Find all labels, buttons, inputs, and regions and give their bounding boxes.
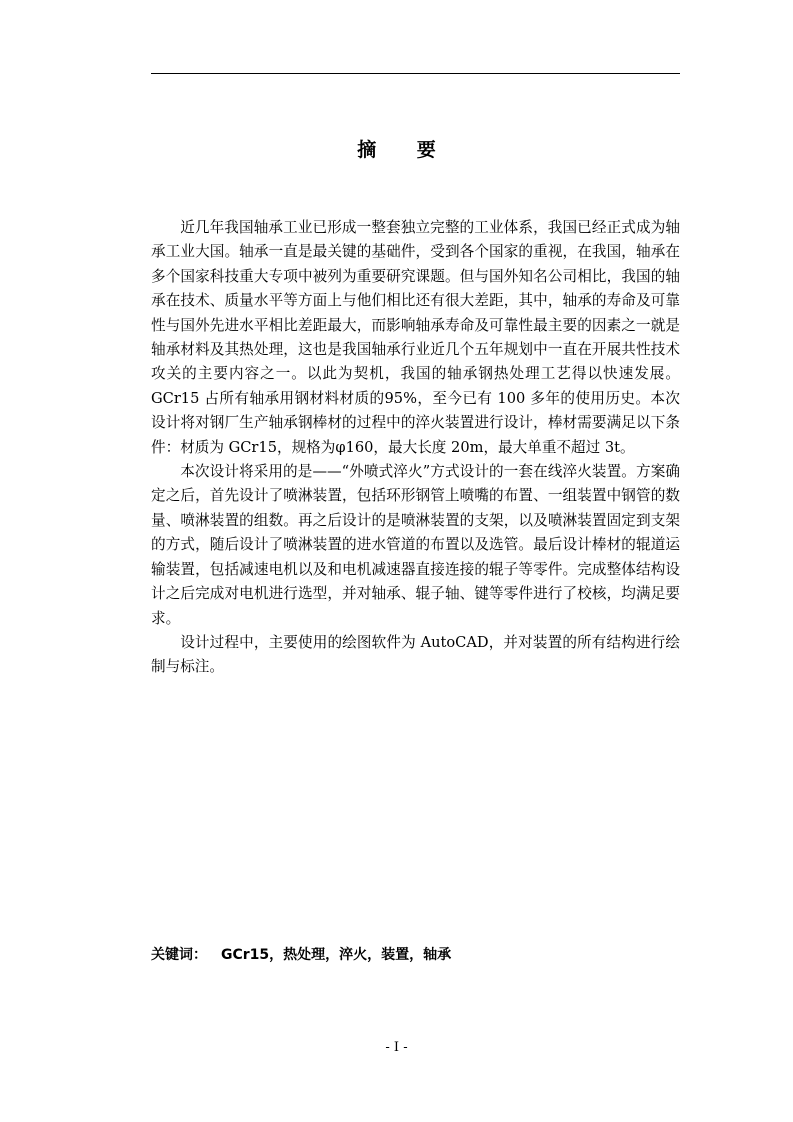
page-number: - I - [385, 1040, 408, 1055]
keywords-label: 关键词： [151, 947, 207, 963]
abstract-body [151, 216, 680, 680]
keywords-text: GCr15，热处理，淬火，装置，轴承 [221, 947, 452, 963]
keywords-line [151, 944, 680, 966]
abstract-paragraph: 设计过程中，主要使用的绘图软件为 AutoCAD，并对装置的所有结构进行绘制与标注。 [151, 633, 680, 676]
abstract-title: 摘 要 [357, 139, 453, 161]
abstract-paragraph: 近几年我国轴承工业已形成一整套独立完整的工业体系，我国已经正式成为轴承工业大国。轴承一直是最关键的基础件，受到各个国家的重视，在我国，轴承在多个国家科技重大专项中被列为重要研究课题。但与国外知名公司相比，我国的轴承在技术、质量水平等方面上与他们相比还有很大差距，其中，轴承的寿命及可靠性与国外先进水平相比差距最大，而影响轴承寿命及可靠性最主要的因素之一就是轴承材料及其热处理，这也是我国轴承行业近几个五年规划中一直在开展共性技术攻关的主要内容之一。以此为契机，我国的轴承钢热处理工艺得以快速发展。GCr15 占所有轴承用钢材料材质的95%，至今已有 100 多年的使用历史。本次设计将对钢厂生产轴承钢棒材的过程中的淬火装置进行设计，棒材需要满足以下条件：材质为 GCr15，规格为φ160，最大长度 20m，最大单重不超过 3t。 [151, 219, 680, 456]
abstract-paragraph: 本次设计将采用的是——“外喷式淬火”方式设计的一套在线淬火装置。方案确定之后，首先设计了喷淋装置，包括环形钢管上喷嘴的布置、一组装置中钢管的数量、喷淋装置的组数。再之后设计的是喷淋装置的支架，以及喷淋装置固定到支架的方式，随后设计了喷淋装置的进水管道的布置以及选管。最后设计棒材的辊道运输装置，包括减速电机以及和电机减速器直接连接的辊子等零件。完成整体结构设计之后完成对电机进行选型，并对轴承、辊子轴、键等零件进行了校核，均满足要求。 [151, 463, 680, 627]
header-rule [151, 73, 680, 74]
